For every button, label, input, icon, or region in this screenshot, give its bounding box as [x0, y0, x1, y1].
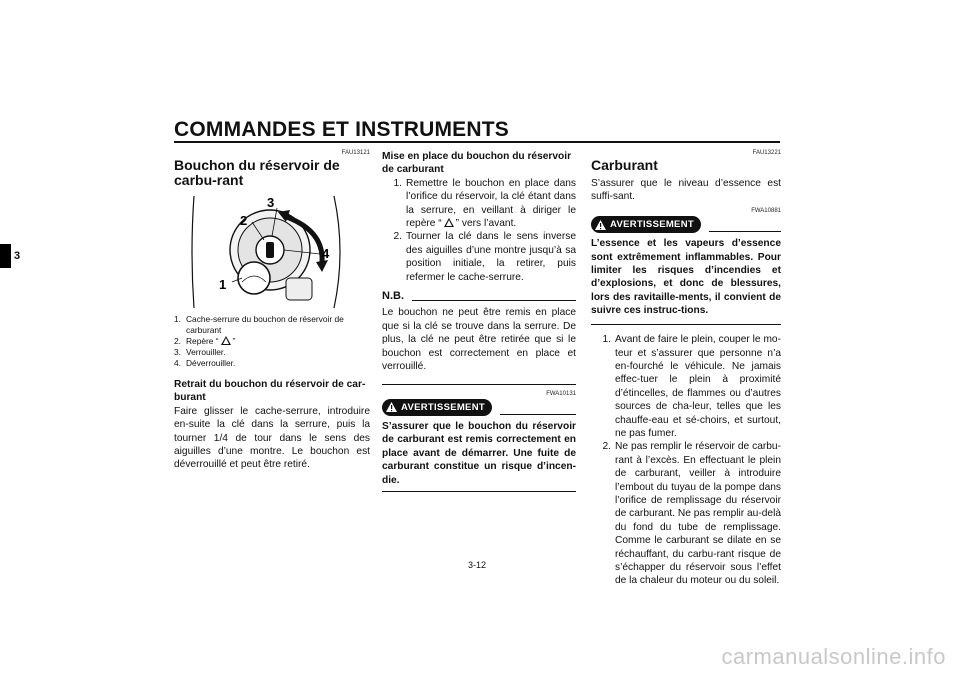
triangle-mark-icon — [444, 218, 454, 227]
header-rule — [174, 141, 780, 143]
caption-item: 3. Verrouiller. — [174, 347, 226, 357]
page-number: 3-12 — [468, 560, 487, 570]
warning-icon — [595, 220, 606, 230]
callout-1: 1 — [219, 277, 227, 292]
note-text: Le bouchon ne peut être remis en place que si la clé se trouve dans la serrure. De plus, la clé ne peut être retirée que si le bouchon est correctement en place et verrouillé. — [382, 307, 576, 373]
callout-3: 3 — [267, 195, 275, 210]
column-fuel-cap — [174, 150, 370, 472]
warning-text: S’assurer que le bouchon du réservoir de carburant est remis correctement en place avant de démarrer. Une fuite de carburant constitue un risque d’incen-die. — [382, 420, 576, 486]
list-item: 1. Avant de faire le plein, couper le mo-teur et s’assurer que personne n’a en-fourché le véhicule. Ne jamais effec-tuer le plein à proximité d’étincelles, de flammes ou d’autres sources de cha-leur, telles que les chauffe-eau et sé-choirs, et surtout, ne pas fumer. — [602, 334, 781, 439]
warning-badge: AVERTISSEMENT — [382, 399, 492, 416]
paragraph: S’assurer que le niveau d’essence est suffi-sant. — [591, 178, 781, 203]
chapter-tab — [0, 244, 11, 268]
divider — [382, 384, 576, 385]
section-code: FAU13121 — [341, 150, 370, 156]
note-heading: N.B. — [382, 290, 576, 303]
divider — [591, 324, 781, 326]
callout-2: 2 — [240, 213, 248, 228]
callout-4: 4 — [322, 246, 330, 261]
section-code: FAU13221 — [752, 150, 781, 156]
warning-icon — [386, 402, 397, 412]
paragraph: Faire glisser le cache-serrure, introduire en-suite la clé dans la serrure, puis la tourner 1/4 de tour dans le sens des aiguilles d’une montre. Le bouchon est déverrouillé et peut être retiré. — [174, 405, 370, 471]
list-item: 2. Tourner la clé dans le sens inverse des aiguilles d’une montre jusqu’à sa position initiale, la retirer, puis refermer le cache-serrure. — [393, 231, 576, 283]
caption-item: 4. Déverrouiller. — [174, 358, 236, 368]
fuel-cap-illustration — [174, 192, 370, 310]
warning-badge: AVERTISSEMENT — [591, 216, 701, 233]
warning-code: FWA10131 — [546, 390, 576, 397]
warning-code: FWA10881 — [751, 207, 781, 214]
warning-header — [382, 399, 576, 416]
column-fuel — [591, 150, 781, 588]
page-header-title: COMMANDES ET INSTRUMENTS — [174, 118, 509, 141]
warning-text: L’essence et les vapeurs d’essence sont extrêmement inflammables. Pour limiter les risques d’incendies et d’explosions, et donc de blessures, lors des ravitaille-ments, il convient de suivre ces instruc-tions. — [591, 238, 781, 317]
divider — [382, 491, 576, 493]
list-item: 2. Ne pas remplir le réservoir de carbu-rant à l’excès. En effectuant le plein de carburant, veiller à introduire l’embout du tuyau de la pompe dans l’orifice de remplissage du réservoir de carburant. Ne pas remplir au-delà du fond du tube de remplissage. Comme le carburant se dilate en se réchauffant, du carbu-rant risque de s’échapper du réservoir sous l’effet de la chaleur du moteur ou du soleil. — [602, 441, 781, 587]
fuel-cap-figure — [174, 192, 370, 310]
chapter-number: 3 — [14, 250, 21, 262]
watermark: carmanualsonline.info — [721, 644, 946, 669]
triangle-mark-icon — [221, 336, 231, 345]
list-item: 1. Remettre le bouchon en place dans l’orifice du réservoir, la clé étant dans la serrure, en veillant à diriger le repère “ ” vers l’avant. — [393, 177, 576, 230]
column-cap-install — [382, 150, 576, 492]
section-title: Bouchon du réservoir de carbu-rant — [174, 157, 340, 188]
subsection-title: Mise en place du bouchon du réservoir de carburant — [382, 151, 572, 176]
figure-captions — [174, 314, 370, 369]
warning-header — [591, 216, 781, 233]
subsection-title: Retrait du bouchon du réservoir de car-burant — [174, 379, 366, 404]
caption-item: 2. Repère “ ” — [174, 336, 236, 346]
section-title: Carburant — [591, 157, 658, 173]
caption-item: 1. Cache-serrure du bouchon de réservoir de carburant — [174, 314, 344, 335]
